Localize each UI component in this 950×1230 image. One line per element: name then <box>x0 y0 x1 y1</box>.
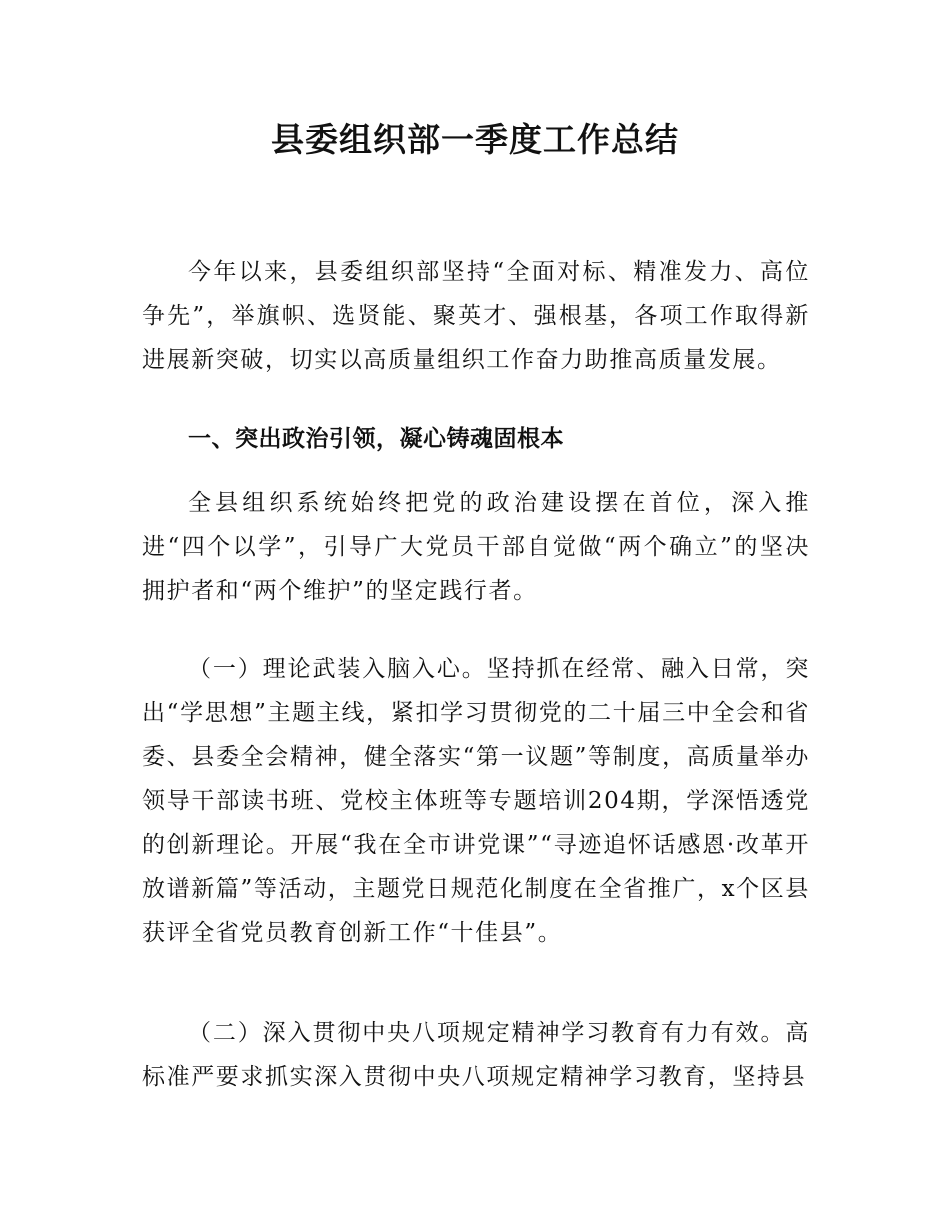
intro-paragraph: 今年以来，县委组织部坚持“全面对标、精准发力、高位争先”，举旗帜、选贤能、聚英才、强根基，各项工作取得新进展新突破，切实以高质量组织工作奋力助推高质量发展。 <box>142 259 810 373</box>
section-1-paragraph: 全县组织系统始终把党的政治建设摆在首位，深入推进“四个以学”，引导广大党员干部自觉做“两个确立”的坚决拥护者和“两个维护”的坚定践行者。 <box>142 490 810 604</box>
document-title: 县委组织部一季度工作总结 <box>271 120 679 159</box>
section-heading-1: 一、突出政治引领，凝心铸魂固根本 <box>188 426 564 452</box>
subsection-1-paragraph: （一）理论武装入脑入心。坚持抓在经常、融入日常，突出“学思想”主题主线，紧扣学习贯彻党的二十届三中全会和省委、县委全会精神，健全落实“第一议题”等制度，高质量举办领导干部读书班、党校主体班等专题培训204期，学深悟透党的创新理论。开展“我在全市讲党课”“寻迹追怀话感恩·改革开放谱新篇”等活动，主题党日规范化制度在全省推广，x个区县获评全省党员教育创新工作“十佳县”。 <box>142 656 810 946</box>
subsection-2-paragraph: （二）深入贯彻中央八项规定精神学习教育有力有效。高标准严要求抓实深入贯彻中央八项规定精神学习教育，坚持县 <box>142 1020 810 1090</box>
